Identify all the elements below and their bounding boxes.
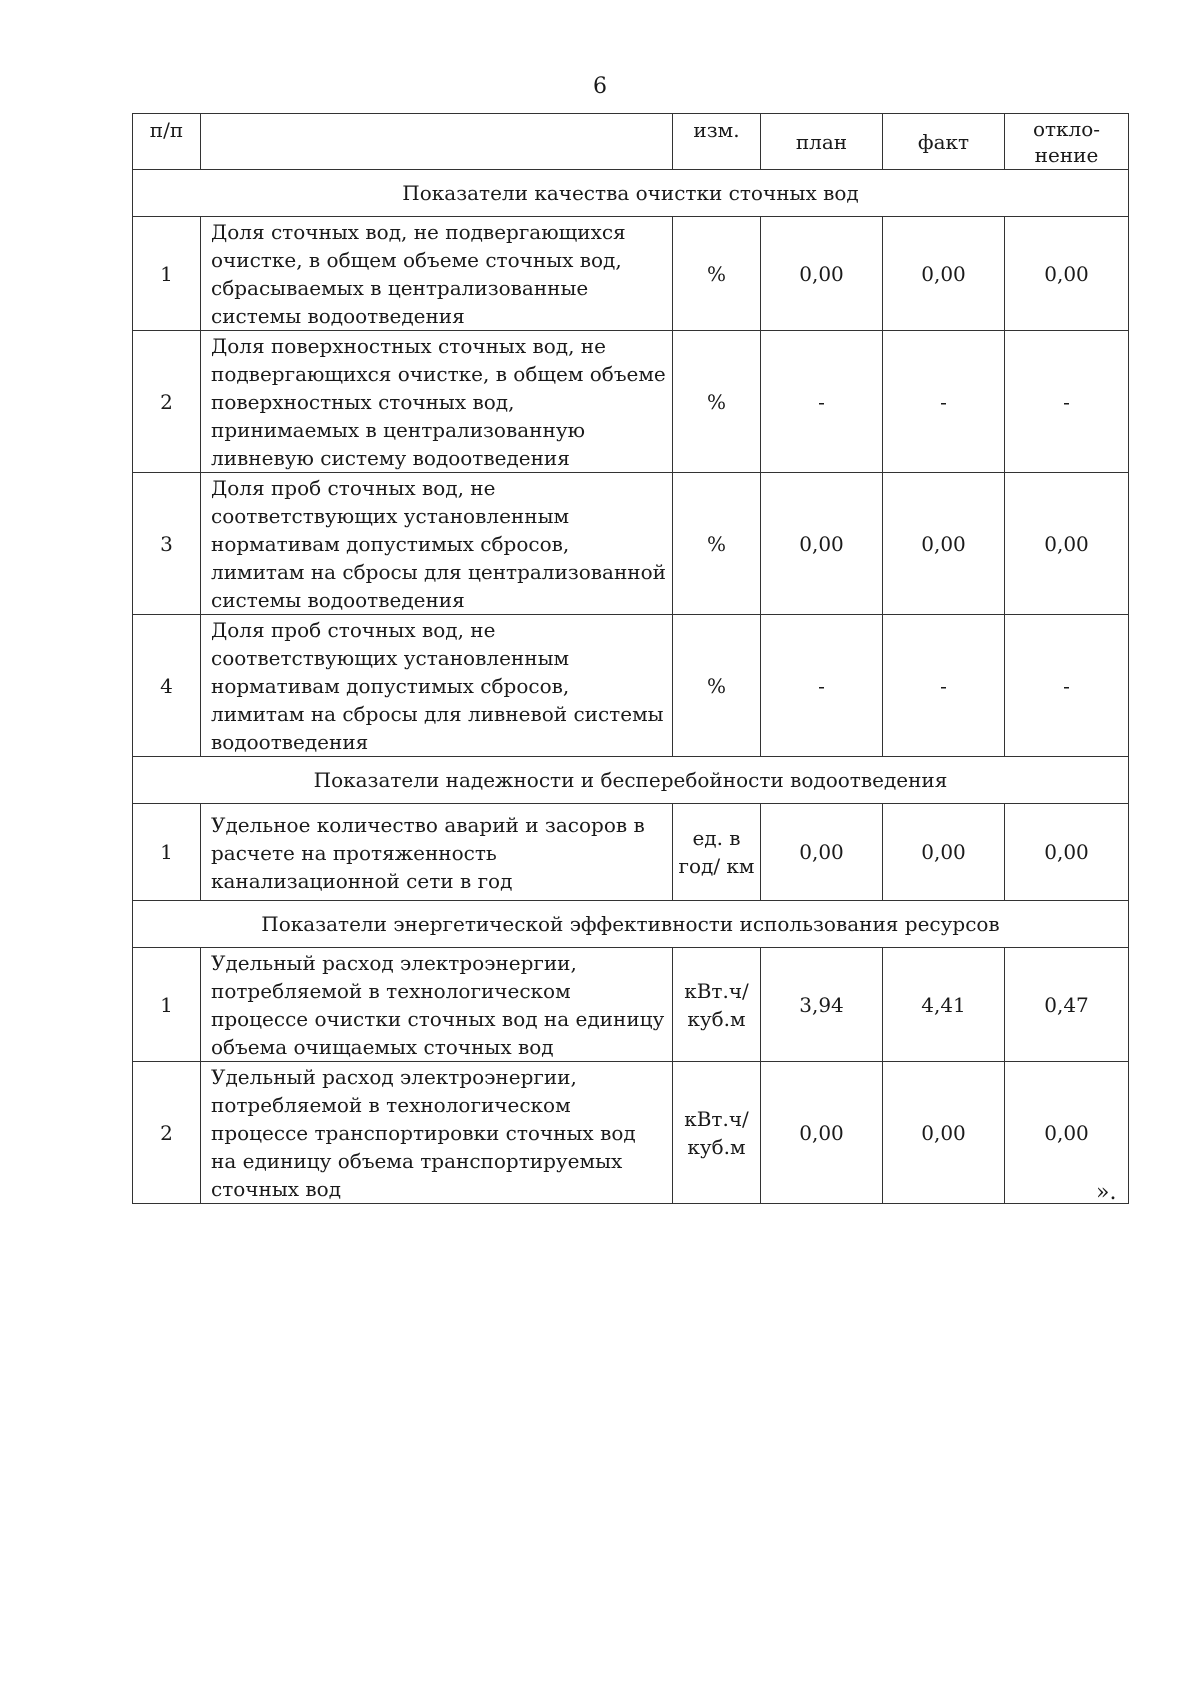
section-title: Показатели качества очистки сточных вод — [133, 170, 1129, 217]
row-name: Доля сточных вод, не подвергающихся очистке, в общем объеме сточных вод, сбрасываемых в централизованные системы водоотведения — [201, 217, 673, 331]
row-name: Доля проб сточных вод, не соответствующих установленным нормативам допустимых сбросов, лимитам на сбросы для централизованной системы водоотведения — [201, 473, 673, 615]
header-fact: факт — [883, 114, 1005, 170]
row-unit: % — [673, 473, 761, 615]
row-name: Доля проб сточных вод, не соответствующих установленным нормативам допустимых сбросов, лимитам на сбросы для ливневой системы водоотведения — [201, 615, 673, 757]
row-fact: 0,00 — [883, 473, 1005, 615]
header-deviation — [1005, 114, 1129, 170]
row-num: 4 — [133, 615, 201, 757]
row-fact: 0,00 — [883, 1062, 1005, 1204]
row-name: Доля поверхностных сточных вод, не подвергающихся очистке, в общем объеме поверхностных сточных вод, принимаемых в централизованную ливневую систему водоотведения — [201, 331, 673, 473]
table-row — [133, 217, 1129, 331]
row-num: 2 — [133, 331, 201, 473]
row-fact: 0,00 — [883, 217, 1005, 331]
row-plan: - — [761, 615, 883, 757]
row-unit: % — [673, 331, 761, 473]
row-unit: кВт.ч/ куб.м — [673, 1062, 761, 1204]
table-row — [133, 948, 1129, 1062]
row-num: 1 — [133, 804, 201, 901]
row-num: 2 — [133, 1062, 201, 1204]
indicators-table — [132, 113, 1129, 1204]
row-num: 3 — [133, 473, 201, 615]
row-name: Удельный расход электроэнергии, потребляемой в технологическом процессе транспортировки сточных вод на единицу объема транспортируемых сточных вод — [201, 1062, 673, 1204]
header-name — [201, 114, 673, 170]
row-deviation: 0,00 — [1005, 217, 1129, 331]
row-plan: 0,00 — [761, 473, 883, 615]
page-number: 6 — [593, 74, 607, 99]
row-deviation: - — [1005, 615, 1129, 757]
table-row — [133, 473, 1129, 615]
closing-quote: ». — [1096, 1180, 1117, 1205]
section-title: Показатели надежности и бесперебойности водоотведения — [133, 757, 1129, 804]
row-plan: - — [761, 331, 883, 473]
table-header-row — [133, 114, 1129, 170]
header-deviation-line1: откло- — [1032, 116, 1101, 141]
row-plan: 3,94 — [761, 948, 883, 1062]
section-header-row — [133, 170, 1129, 217]
header-deviation-line2: нение — [1034, 142, 1099, 167]
row-plan: 0,00 — [761, 804, 883, 901]
row-plan: 0,00 — [761, 217, 883, 331]
row-name: Удельный расход электроэнергии, потребляемой в технологическом процессе очистки сточных вод на единицу объема очищаемых сточных вод — [201, 948, 673, 1062]
row-unit: кВт.ч/ куб.м — [673, 948, 761, 1062]
section-header-row — [133, 901, 1129, 948]
row-deviation: 0,00 — [1005, 1062, 1129, 1204]
row-num: 1 — [133, 217, 201, 331]
header-unit: изм. — [673, 114, 761, 170]
row-unit: % — [673, 615, 761, 757]
row-fact: 0,00 — [883, 804, 1005, 901]
row-deviation: - — [1005, 331, 1129, 473]
table-row — [133, 615, 1129, 757]
header-num: п/п — [133, 114, 201, 170]
row-name: Удельное количество аварий и засоров в расчете на протяженность канализационной сети в год — [201, 804, 673, 901]
row-deviation: 0,00 — [1005, 473, 1129, 615]
table-row — [133, 331, 1129, 473]
header-plan: план — [761, 114, 883, 170]
table-row — [133, 1062, 1129, 1204]
row-unit: % — [673, 217, 761, 331]
row-fact: - — [883, 615, 1005, 757]
table-row — [133, 804, 1129, 901]
row-num: 1 — [133, 948, 201, 1062]
row-fact: 4,41 — [883, 948, 1005, 1062]
row-fact: - — [883, 331, 1005, 473]
row-deviation: 0,00 — [1005, 804, 1129, 901]
row-deviation: 0,47 — [1005, 948, 1129, 1062]
section-header-row — [133, 757, 1129, 804]
row-unit: ед. в год/ км — [673, 804, 761, 901]
section-title: Показатели энергетической эффективности использования ресурсов — [133, 901, 1129, 948]
row-plan: 0,00 — [761, 1062, 883, 1204]
